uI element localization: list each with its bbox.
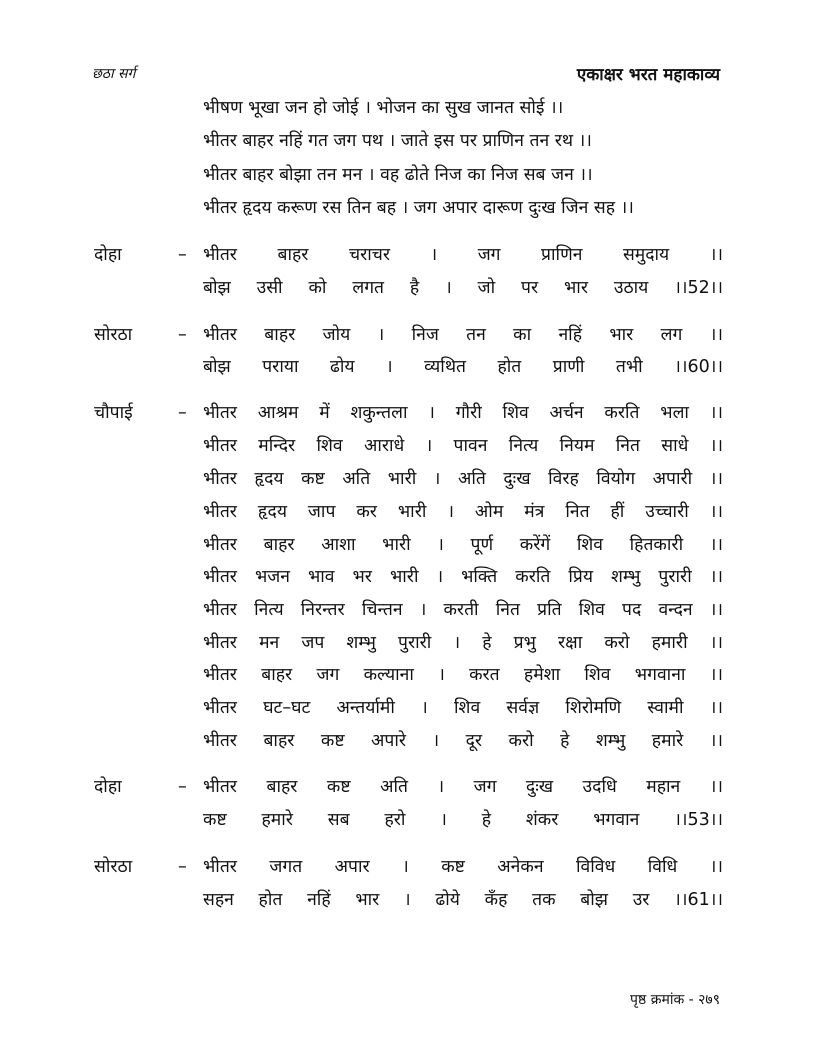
verse-line: भीतर आश्रम में शकुन्तला । गौरी शिव अर्चन करति भला ।।	[203, 403, 723, 423]
verse-line: बोझ पराया ढोय । व्यथित होत प्राणी तभी ।।60।।	[203, 357, 723, 377]
stanza-label-doha: दोहा	[94, 245, 122, 265]
verse-line: भीतर बाहर कष्ट अपारे । दूर करो हे शम्भु हमारे ।।	[203, 731, 723, 751]
verse-line: भीतर जगत अपार । कष्ट अनेकन विविध विधि ।।	[203, 857, 723, 877]
stanza-label-doha: दोहा	[94, 777, 122, 797]
verse-line: बोझ उसी को लगत है । जो पर भार उठाय ।।52।।	[203, 278, 723, 298]
verse-line: भीतर हृदय करूण रस तिन बह । जग अपार दारूण दुःख जिन सह ।।	[203, 198, 634, 218]
verse-line: भीतर बाहर नहिं गत जग पथ । जाते इस पर प्राणिन तन रथ ।।	[203, 131, 592, 151]
chapter-header: छठा सर्ग	[92, 66, 136, 82]
verse-line: भीतर बाहर जोय । निज तन का नहिं भार लग ।।	[203, 325, 723, 345]
verse-line: भीतर बाहर कष्ट अति । जग दुःख उदधि महान ।।	[203, 777, 723, 797]
verse-line: भीतर घट–घट अन्तर्यामी । शिव सर्वज्ञ शिरोमणि स्वामी ।।	[203, 698, 723, 718]
verse-line: भीतर बाहर आशा भारी । पूर्ण करेंगें शिव हितकारी ।।	[203, 535, 723, 555]
verse-line: भीतर भजन भाव भर भारी । भक्ति करति प्रिय शम्भु पुरारी ।।	[203, 567, 723, 587]
verse-line: भीतर नित्य निरन्तर चिन्तन । करती नित प्रति शिव पद वन्दन ।।	[203, 600, 723, 620]
stanza-label-chaupai: चौपाई	[94, 403, 133, 423]
verse-line: कष्ट हमारे सब हरो । हे शंकर भगवान ।।53।।	[203, 810, 723, 830]
verse-line: सहन होत नहिं भार । ढोये कँह तक बोझ उर ।।61।।	[203, 890, 723, 910]
verse-line: भीतर हृदय कष्ट अति भारी । अति दुःख विरह वियोग अपारी ।।	[203, 469, 723, 489]
verse-line: भीषण भूखा जन हो जोई । भोजन का सुख जानत सोई ।।	[203, 98, 564, 118]
verse-line: भीतर मन्दिर शिव आराधे । पावन नित्य नियम नित साधे ।।	[203, 436, 723, 456]
stanza-dash: –	[178, 245, 187, 265]
stanza-dash: –	[178, 403, 187, 423]
stanza-dash: –	[178, 777, 187, 797]
verse-line: भीतर बाहर बोझा तन मन । वह ढोते निज का निज सब जन ।।	[203, 165, 593, 185]
stanza-dash: –	[178, 325, 187, 345]
stanza-label-sortha: सोरठा	[94, 857, 133, 877]
verse-line: भीतर हृदय जाप कर भारी । ओम मंत्र नित हीं उच्चारी ।।	[203, 502, 723, 522]
stanza-dash: –	[178, 857, 187, 877]
verse-line: भीतर मन जप शम्भु पुरारी । हे प्रभु रक्षा करो हमारी ।।	[203, 633, 723, 653]
verse-line: भीतर बाहर जग कल्याना । करत हमेशा शिव भगवाना ।।	[203, 665, 723, 685]
book-title-header: एकाक्षर भरत महाकाव्य	[576, 65, 720, 85]
page-number: पृष्ठ क्रमांक - २७९	[630, 992, 720, 1008]
stanza-label-sortha: सोरठा	[94, 325, 133, 345]
verse-line: भीतर बाहर चराचर । जग प्राणिन समुदाय ।।	[203, 245, 723, 265]
